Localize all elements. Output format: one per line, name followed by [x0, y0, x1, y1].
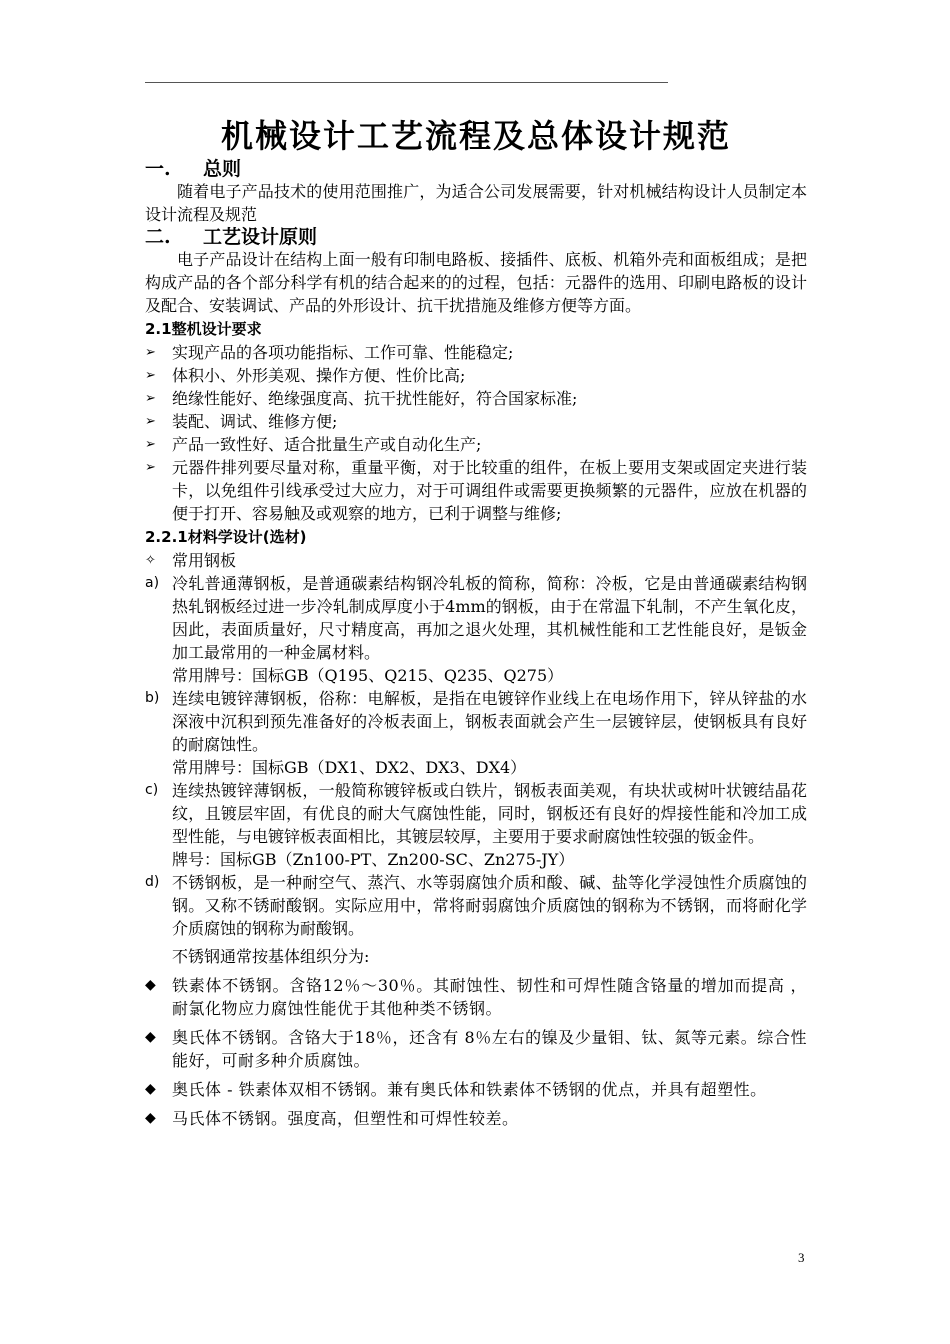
grade-line: 常用牌号：国标GB（DX1、DX2、DX3、DX4）: [172, 758, 527, 777]
header-rule: [145, 82, 668, 83]
steel-list: [145, 572, 807, 940]
list-item: ◆ 奥氏体不锈钢。含铬大于18％，还含有 8％左右的镍及少量钼、钛、氮等元素。综合性能好，可耐多种介质腐蚀。: [145, 1028, 807, 1070]
general-paragraph: 随着电子产品技术的使用范围推广，为适合公司发展需要，针对机械结构设计人员制定本设计流程及规范: [145, 182, 807, 224]
item-text: 冷轧普通薄钢板，是普通碳素结构钢冷轧板的简称，简称：冷板，它是由普通碳素结构钢热轧钢板经过进一步冷轧制成厚度小于4mm的钢板，由于在常温下轧制，不产生氧化皮，因此，表面质量好，尺寸精度高，再加之退火处理，其机械性能和工艺性能良好，是钣金加工最常用的一种金属材料。: [172, 574, 807, 662]
subsection-heading-2-2-1: 2.2.1材料学设计(选材): [145, 528, 307, 546]
diamond-bullet-icon: ◆: [145, 977, 156, 993]
section-title: 工艺设计原则: [203, 226, 318, 248]
process-paragraph: 电子产品设计在结构上面一般有印制电路板、接插件、底板、机箱外壳和面板组成；是把构成产品的各个部分科学有机的结合起来的的过程，包括：元器件的选用、印刷电路板的设计及配合、安装调试、产品的外形设计、抗干扰措施及维修方便等方面。: [145, 250, 807, 315]
list-item: ➢ 装配、调试、维修方便;: [145, 412, 338, 431]
arrow-bullet-icon: ➢: [145, 368, 156, 383]
arrow-bullet-icon: ➢: [145, 345, 156, 360]
document-page: [145, 110, 807, 1136]
item-text: 连续热镀锌薄钢板，一般简称镀锌板或白铁片，钢板表面美观，有块状或树叶状镀结晶花纹，且镀层牢固，有优良的耐大气腐蚀性能，同时，钢板还有良好的焊接性能和冷加工成型性能，与电镀锌板表面相比，其镀层较厚，主要用于要求耐腐蚀性较强的钣金件。: [172, 781, 807, 846]
item-label: c): [145, 782, 159, 798]
list-item: ➢ 绝缘性能好、绝缘强度高、抗干扰性能好，符合国家标准;: [145, 389, 578, 408]
list-item: ➢ 元器件排列要尽量对称，重量平衡，对于比较重的组件，在板上要用支架或固定夹进行装卡，以免组件引线承受过大应力，对于可调组件或需要更换频繁的元器件，应放在机器的便于打开、容易触及或观察的地方，已利于调整与维修;: [145, 458, 807, 523]
item-text: 连续电镀锌薄钢板，俗称：电解板，是指在电镀锌作业线上在电场作用下，锌从锌盐的水深液中沉积到预先准备好的冷板表面上，钢板表面就会产生一层镀锌层，使钢板具有良好的耐腐蚀性。: [172, 689, 807, 754]
section-number: 二.: [145, 226, 171, 248]
four-point-star-icon: ✧: [145, 553, 156, 568]
item-label: d): [145, 874, 160, 890]
section-heading-general: [145, 158, 807, 180]
grade-line: 牌号：国标GB（Zn100-PT、Zn200-SC、Zn275-JY）: [172, 850, 575, 869]
list-item: ➢ 体积小、外形美观、操作方便、性价比高;: [145, 366, 466, 385]
arrow-bullet-icon: ➢: [145, 391, 156, 406]
diamond-bullet-icon: ◆: [145, 1110, 156, 1126]
item-text: 不锈钢板，是一种耐空气、蒸汽、水等弱腐蚀介质和酸、碱、盐等化学浸蚀性介质腐蚀的钢。又称不锈耐酸钢。实际应用中，常将耐弱腐蚀介质腐蚀的钢称为不锈钢，而将耐化学介质腐蚀的钢称为耐酸钢。: [172, 873, 807, 938]
list-item: [145, 687, 807, 756]
list-item: ➢ 产品一致性好、适合批量生产或自动化生产;: [145, 435, 482, 454]
category-item: ✧ 常用钢板: [145, 551, 237, 570]
arrow-bullet-icon: ➢: [145, 414, 156, 429]
requirements-list: [145, 341, 807, 525]
item-label: a): [145, 575, 160, 591]
list-item: ◆ 铁素体不锈钢。含铬12％～30％。其耐蚀性、韧性和可焊性随含铬量的增加而提高 ， 耐氯化物应力腐蚀性能优于其他种类不锈钢。: [145, 976, 807, 1018]
diamond-bullet-icon: ◆: [145, 1081, 156, 1097]
grade-line: 常用牌号：国标GB（Q195、Q215、Q235、Q275）: [172, 666, 564, 685]
list-item: [145, 572, 807, 664]
list-item: [145, 779, 807, 848]
stainless-types-list: [145, 974, 807, 1130]
item-label: b): [145, 690, 160, 706]
list-item: ➢ 实现产品的各项功能指标、工作可靠、性能稳定;: [145, 343, 514, 362]
list-item: [145, 871, 807, 940]
classification-intro: 不锈钢通常按基体组织分为:: [172, 947, 370, 966]
arrow-bullet-icon: ➢: [145, 437, 156, 452]
arrow-bullet-icon: ➢: [145, 460, 156, 475]
section-number: 一.: [145, 158, 171, 180]
list-item: ◆ 奥氏体 - 铁素体双相不锈钢。兼有奥氏体和铁素体不锈钢的优点，并具有超塑性。: [145, 1080, 767, 1099]
section-title: 总则: [203, 158, 242, 180]
list-item: ◆ 马氏体不锈钢。强度高，但塑性和可焊性较差。: [145, 1109, 519, 1128]
subsection-heading-2-1: 2.1整机设计要求: [145, 320, 262, 338]
diamond-bullet-icon: ◆: [145, 1029, 156, 1045]
section-heading-process: [145, 226, 807, 248]
document-title: 机械设计工艺流程及总体设计规范: [220, 117, 731, 155]
page-number: 3: [798, 1250, 805, 1265]
